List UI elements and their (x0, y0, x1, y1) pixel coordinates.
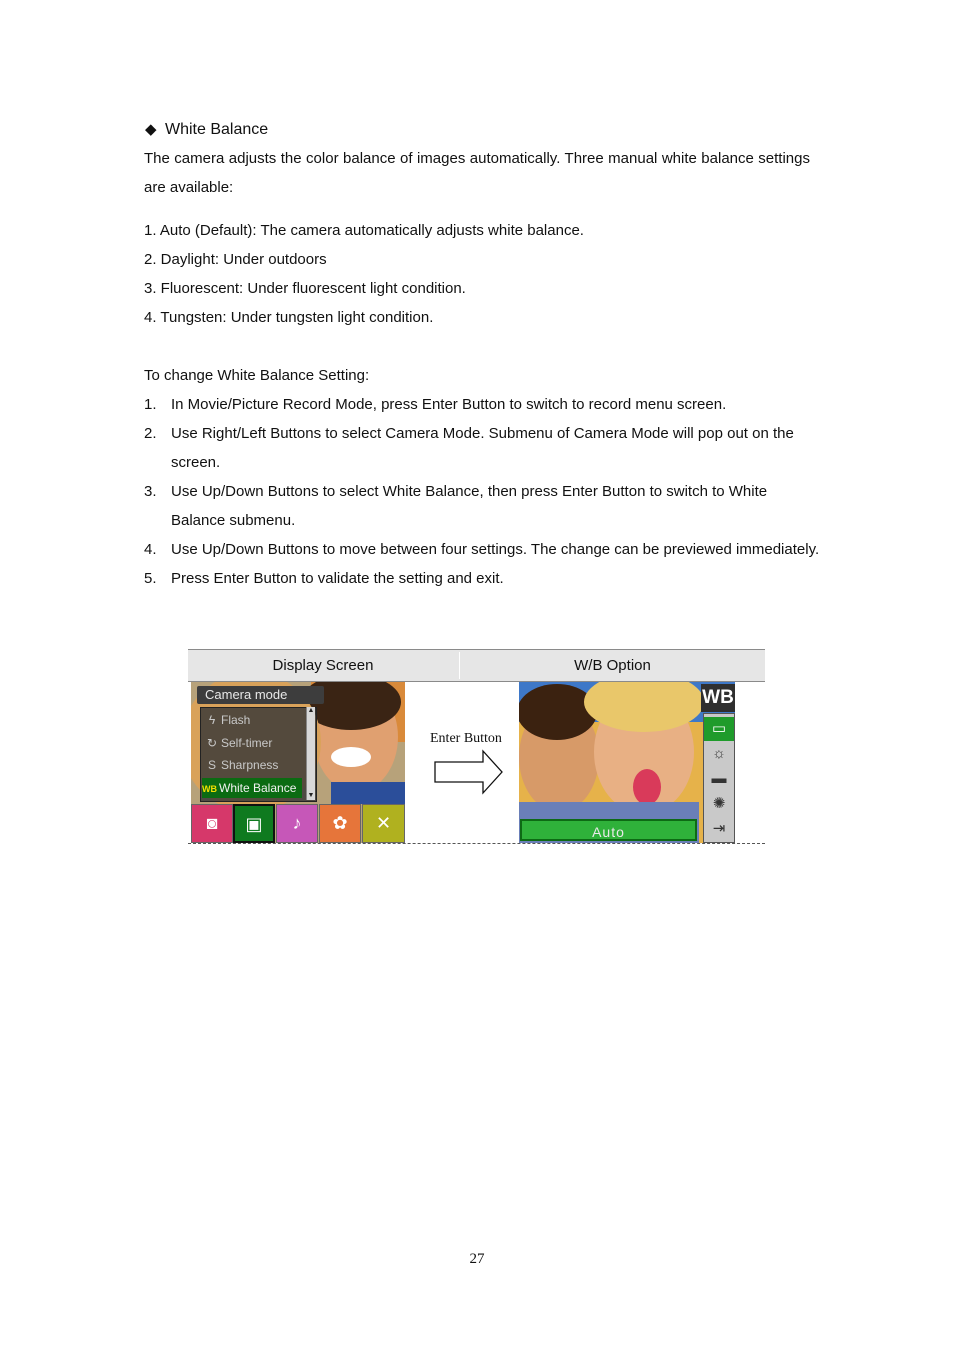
step-item (144, 535, 824, 564)
menu-scrollbar[interactable] (306, 707, 315, 800)
tungsten-icon[interactable]: ✺ (712, 795, 726, 812)
intro-paragraph: The camera adjusts the color balance of images automatically. Three manual white balance settings are available: (144, 150, 810, 196)
step-number: 4. (144, 541, 157, 558)
step-text: In Movie/Picture Record Mode, press Enter Button to switch to record menu screen. (171, 396, 727, 413)
step-number: 2. (144, 425, 157, 442)
menu-title: Camera mode (197, 686, 324, 704)
menu-item-white-balance[interactable] (202, 778, 302, 798)
step-number: 3. (144, 483, 157, 500)
tab-setup[interactable] (362, 804, 405, 843)
palette-icon: ✿ (332, 813, 348, 833)
step-number: 1. (144, 396, 157, 413)
option-daylight: 2. Daylight: Under outdoors (144, 251, 327, 268)
display-screen-image (191, 682, 405, 843)
right-arrow-icon (433, 749, 505, 795)
wb-icon: WB (202, 784, 217, 794)
diamond-bullet-icon: ◆ (145, 121, 157, 138)
instructions-list (144, 390, 824, 593)
option-fluorescent: 3. Fluorescent: Under fluorescent light condition. (144, 280, 466, 297)
step-text: Use Right/Left Buttons to select Camera Mode. Submenu of Camera Mode will pop out on the screen. (171, 425, 794, 471)
menu-item-label: Flash (221, 713, 251, 727)
step-number: 5. (144, 570, 157, 587)
instructions-title: To change White Balance Setting: (144, 367, 370, 384)
table-bottom-rule (188, 843, 765, 844)
section-heading (145, 120, 268, 140)
table-header (188, 649, 765, 682)
wb-options-list (144, 216, 584, 332)
tools-icon: ✕ (375, 813, 392, 833)
section-title: White Balance (165, 121, 269, 138)
wb-option-screen-image (519, 682, 735, 843)
tab-effects[interactable] (319, 804, 361, 843)
camera-mode-menu (200, 707, 317, 802)
menu-item-sharpness[interactable] (205, 755, 278, 775)
page-number: 27 (469, 1251, 485, 1267)
wb-badge: WB (701, 684, 735, 712)
wb-options-sidebar (703, 713, 735, 843)
column-header-wb-option: W/B Option (574, 657, 651, 674)
scroll-up-icon[interactable]: ▲ (307, 707, 315, 714)
selected-wb-label: Auto (520, 819, 697, 841)
mode-tab-bar (191, 804, 405, 843)
step-text: Press Enter Button to validate the setting and exit. (171, 570, 504, 587)
menu-item-label: White Balance (219, 781, 297, 795)
flash-icon: ϟ (208, 713, 216, 727)
tab-audio[interactable] (276, 804, 318, 843)
menu-item-self-timer[interactable] (205, 733, 272, 753)
microphone-icon: ♪ (292, 813, 302, 833)
exit-icon[interactable]: ⇥ (712, 820, 726, 837)
step-text: Use Up/Down Buttons to move between four settings. The change can be previewed immediately. (171, 541, 820, 558)
column-header-display-screen: Display Screen (272, 657, 374, 674)
enter-button-label: Enter Button (430, 731, 502, 746)
option-tungsten: 4. Tungsten: Under tungsten light condition. (144, 309, 434, 326)
step-item (144, 564, 824, 593)
fluorescent-icon[interactable]: ▬ (711, 770, 727, 787)
sharpness-icon: S (207, 758, 216, 772)
step-item (144, 390, 824, 419)
movie-camera-icon: ◙ (206, 813, 218, 833)
camera-icon: ▣ (245, 814, 263, 834)
self-timer-icon: ↻ (206, 736, 218, 750)
daylight-icon[interactable]: ☼ (712, 745, 726, 762)
tab-movie[interactable] (191, 804, 233, 843)
tab-camera[interactable] (233, 804, 275, 843)
step-item (144, 419, 824, 477)
menu-item-label: Sharpness (221, 758, 279, 772)
step-item (144, 477, 824, 535)
option-auto: 1. Auto (Default): The camera automatically adjusts white balance. (144, 222, 584, 239)
step-text: Use Up/Down Buttons to select White Balance, then press Enter Button to switch to White Balance submenu. (171, 483, 768, 529)
menu-item-label: Self-timer (221, 736, 273, 750)
menu-item-flash[interactable] (205, 710, 250, 730)
scroll-down-icon[interactable]: ▼ (307, 792, 315, 799)
auto-wb-icon[interactable]: ▭ (704, 717, 734, 741)
